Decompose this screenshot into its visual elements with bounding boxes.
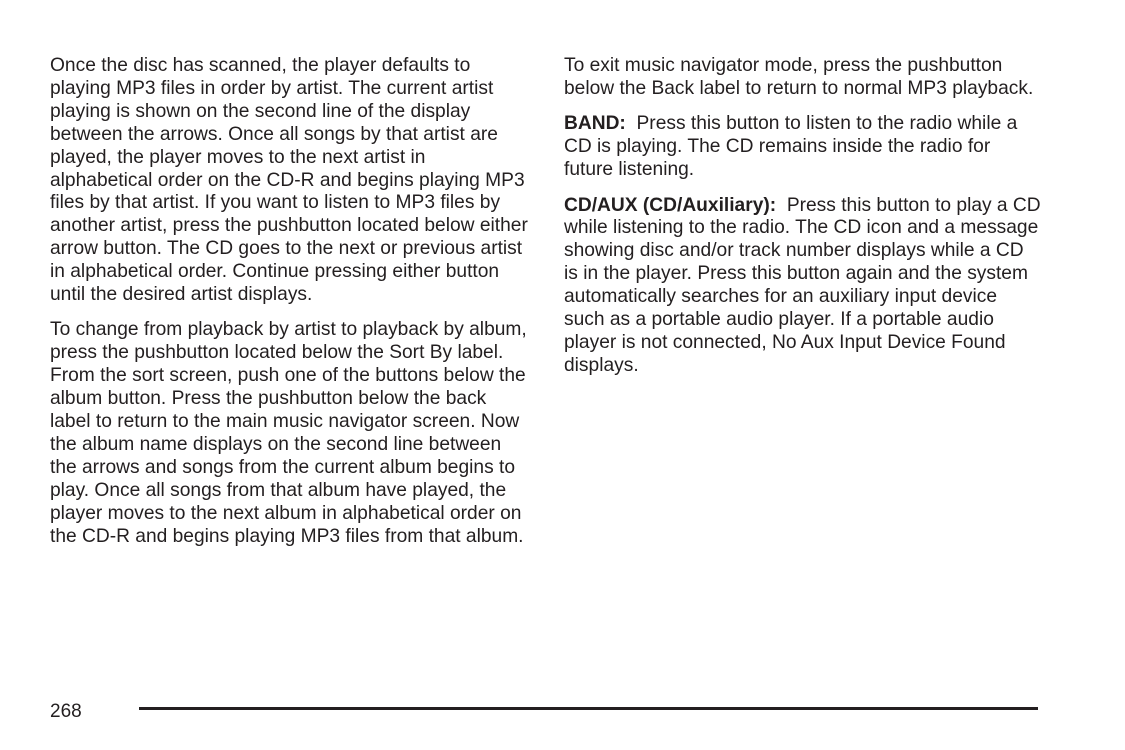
band-paragraph xyxy=(564,113,1042,182)
right-column xyxy=(564,55,1042,390)
band-term: BAND: xyxy=(564,113,626,135)
left-column xyxy=(50,55,528,561)
cd-aux-description: Press this button to play a CD while listening to the radio. The CD icon and a message showing disc and/or track number displays while a CD is in the player. Press this button again and the system automatically searches for an auxiliary input device such as a portable audio player. If a portable audio player is not connected, No Aux Input Device Found displays. xyxy=(564,194,1041,376)
exit-navigator-paragraph: To exit music navigator mode, press the pushbutton below the Back label to return to normal MP3 playback. xyxy=(564,55,1034,99)
page-number: 268 xyxy=(50,701,82,722)
cd-aux-term: CD/AUX (CD/Auxiliary): xyxy=(564,194,777,216)
footer-rule xyxy=(139,707,1038,710)
band-description: Press this button to listen to the radio while a CD is playing. The CD remains inside the radio for future listening. xyxy=(564,113,1018,181)
artist-playback-paragraph: Once the disc has scanned, the player defaults to playing MP3 files in order by artist. The current artist playing is shown on the second line of the display between the arrows. Once all songs by that artist are played, the player moves to the next artist in alphabetical order on the CD-R and begins playing MP3 files by that artist. If you want to listen to MP3 files by another artist, press the pushbutton located below either arrow button. The CD goes to the next or previous artist in alphabetical order. Continue pressing either button until the desired artist displays. xyxy=(50,55,528,306)
cd-aux-paragraph xyxy=(564,195,1042,378)
album-playback-paragraph: To change from playback by artist to playback by album, press the pushbutton located below the Sort By label. From the sort screen, push one of the buttons below the album button. Press the pushbutton below the back label to return to the main music navigator screen. Now the album name displays on the second line between the arrows and songs from the current album begins to play. Once all songs from that album have played, the player moves to the next album in alphabetical order on the CD-R and begins playing MP3 files from that album. xyxy=(50,319,527,547)
